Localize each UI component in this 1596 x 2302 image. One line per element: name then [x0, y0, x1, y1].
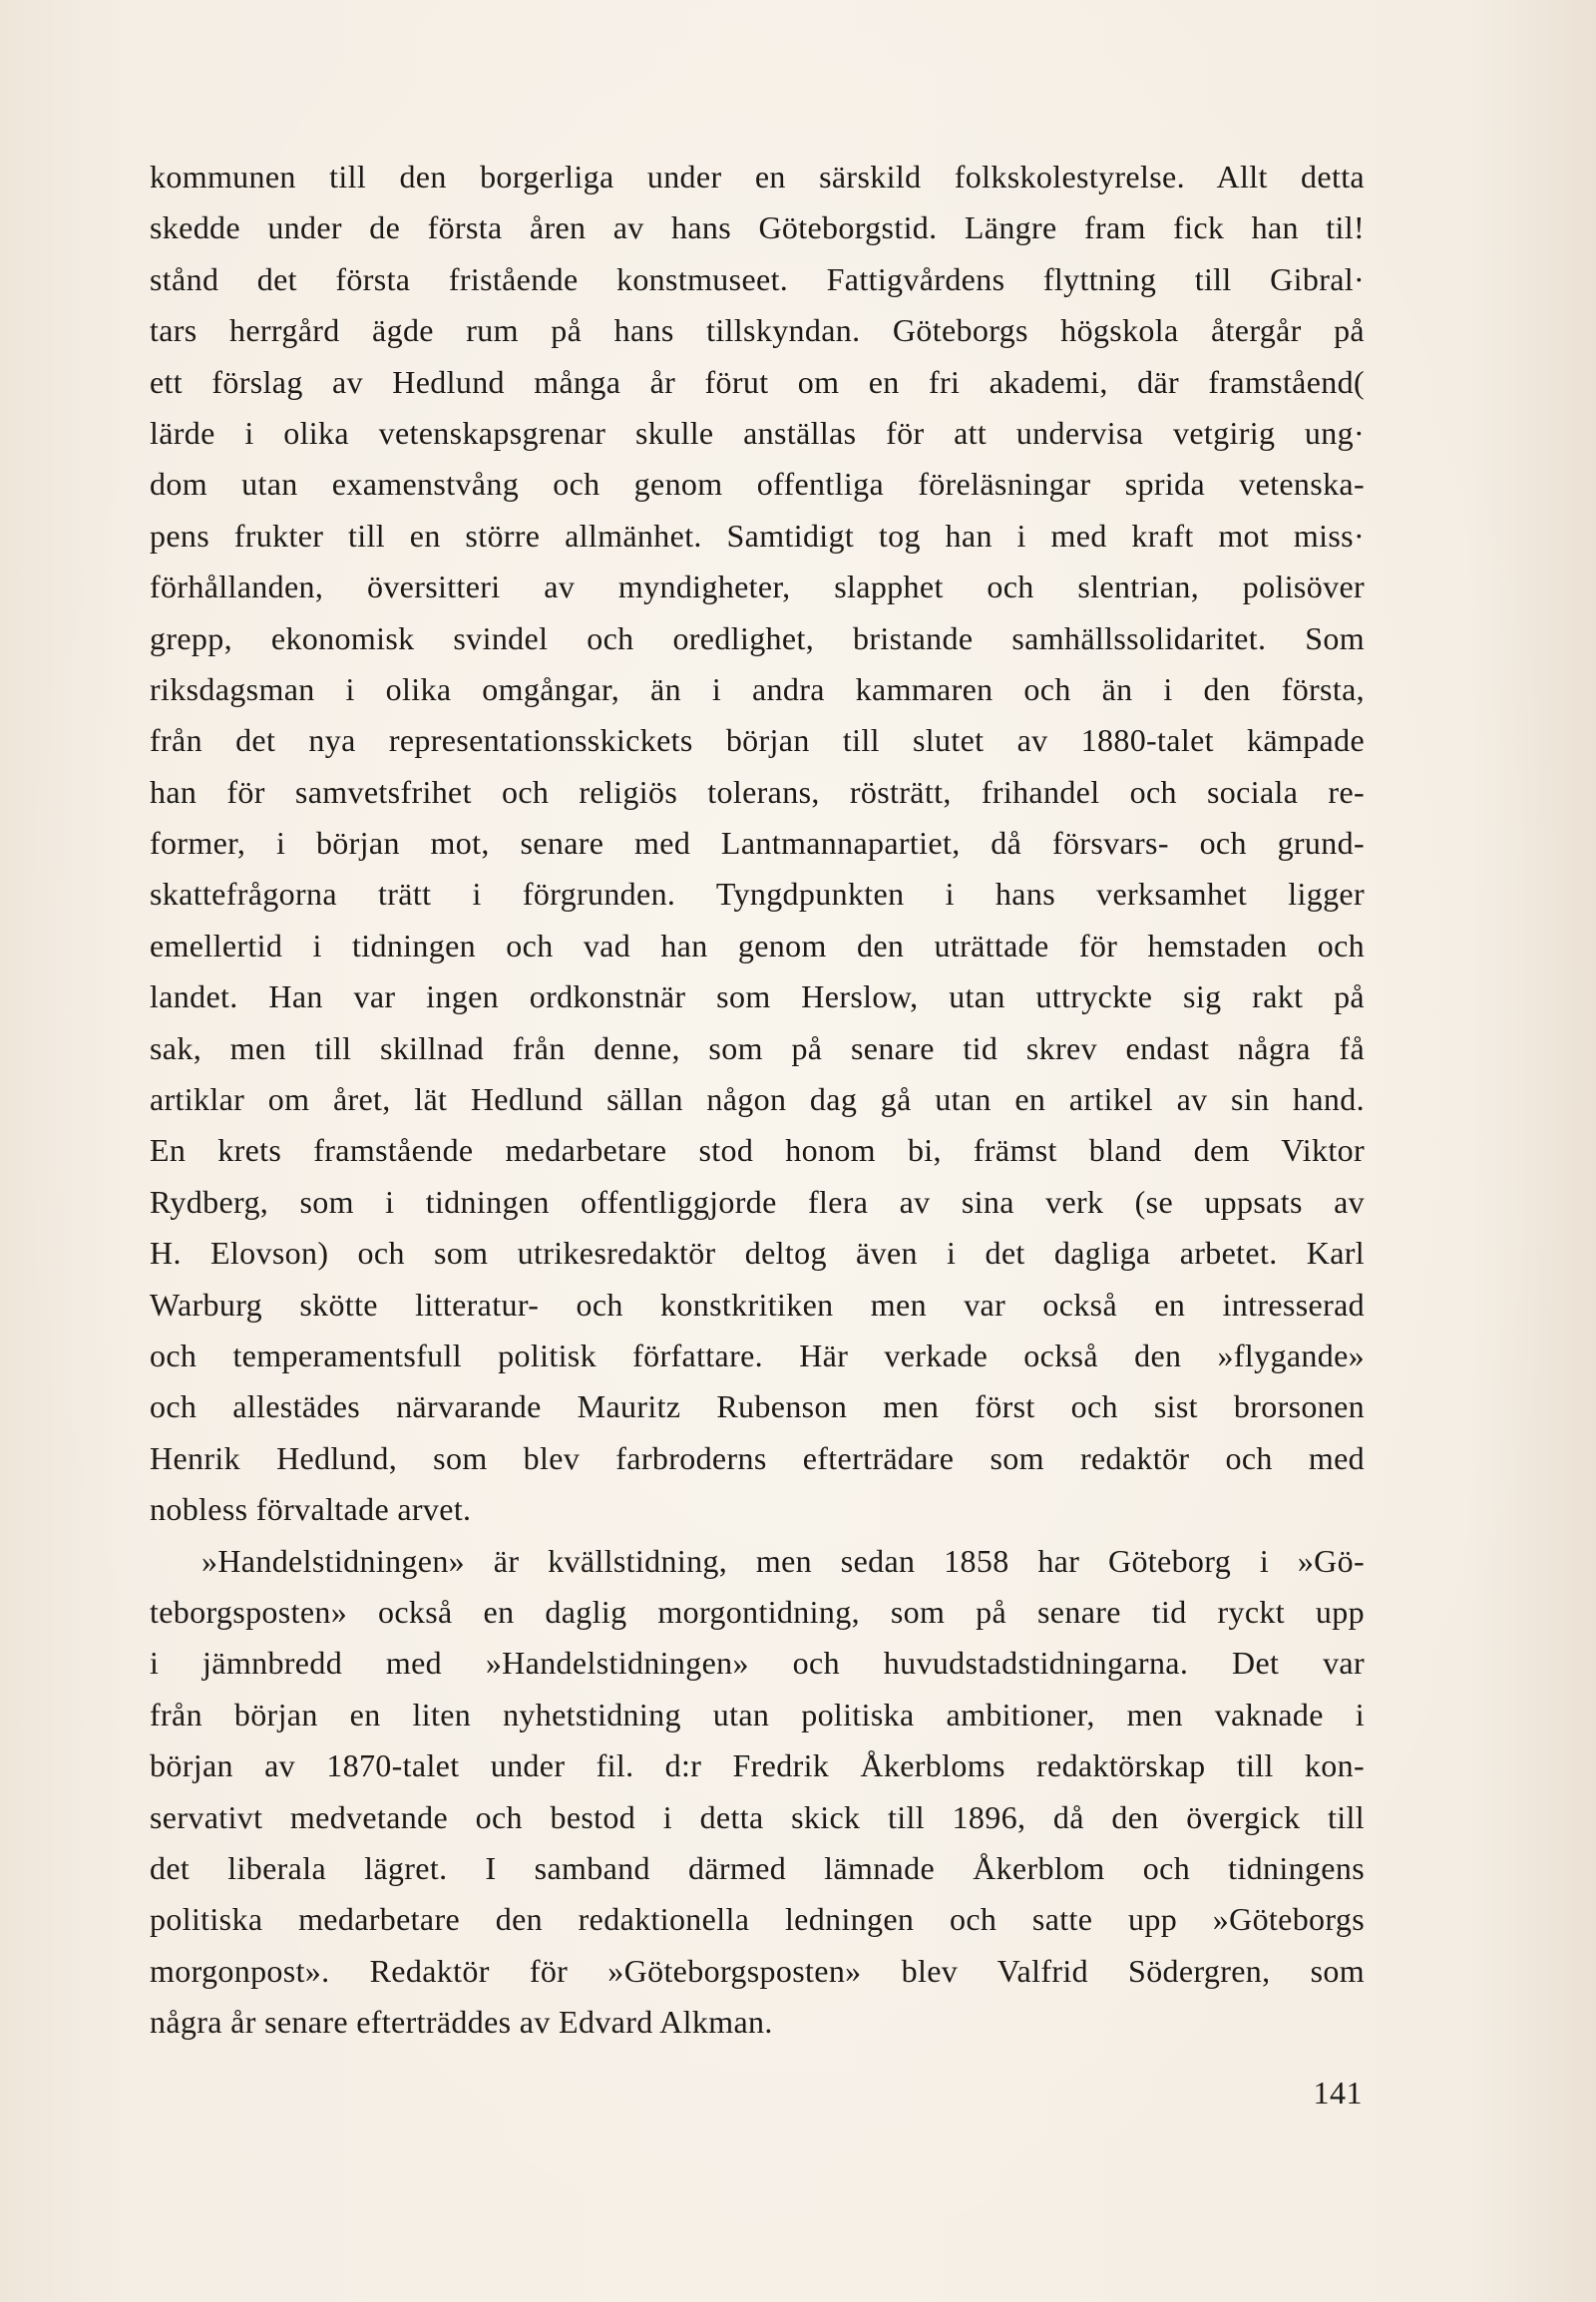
paragraph: [150, 152, 1365, 1536]
text-line: »Handelstidningen» är kvällstidning, men sedan 1858 har Göteborg i »Gö-: [201, 1542, 1365, 1579]
text-line: stånd det första fristående konstmuseet. Fattigvårdens flyttning till Gibral·: [150, 260, 1365, 297]
text-line: lärde i olika vetenskapsgrenar skulle anställas för att undervisa vetgirig ung·: [150, 414, 1365, 451]
text-line: Rydberg, som i tidningen offentliggjorde flera av sina verk (se uppsats av: [150, 1183, 1365, 1220]
text-line: han för samvetsfrihet och religiös tolerans, rösträtt, frihandel och sociala re-: [150, 773, 1365, 810]
text-line: ett förslag av Hedlund många år förut om en fri akademi, där framståend(: [150, 363, 1365, 400]
text-line: artiklar om året, lät Hedlund sällan någon dag gå utan en artikel av sin hand.: [150, 1081, 1365, 1118]
text-line: skattefrågorna trätt i förgrunden. Tyngdpunkten i hans verksamhet ligger: [150, 876, 1365, 913]
text-line: riksdagsman i olika omgångar, än i andra kammaren och än i den första,: [150, 670, 1365, 707]
text-line: En krets framstående medarbetare stod honom bi, främst bland dem Viktor: [150, 1132, 1365, 1169]
text-line: grepp, ekonomisk svindel och oredlighet, bristande samhällssolidaritet. Som: [150, 619, 1365, 656]
text-line: politiska medarbetare den redaktionella ledningen och satte upp »Göteborgs: [150, 1901, 1365, 1938]
body-text: [150, 152, 1365, 2048]
text-line: teborgsposten» också en daglig morgontidning, som på senare tid ryckt upp: [150, 1593, 1365, 1630]
text-line: och temperamentsfull politisk författare. Här verkade också den »flygande»: [150, 1337, 1365, 1373]
text-line: Warburg skötte litteratur- och konstkritiken men var också en intresserad: [150, 1286, 1365, 1323]
text-line: nobless förvaltade arvet.: [150, 1491, 472, 1528]
text-line: några år senare efterträddes av Edvard Alkman.: [150, 2004, 773, 2041]
text-line: H. Elovson) och som utrikesredaktör deltog även i det dagliga arbetet. Karl: [150, 1235, 1365, 1272]
text-line: emellertid i tidningen och vad han genom den uträttade för hemstaden och: [150, 927, 1365, 963]
text-line: sak, men till skillnad från denne, som på senare tid skrev endast några få: [150, 1029, 1365, 1066]
text-line: förhållanden, översitteri av myndigheter, slapphet och slentrian, polisöver: [150, 569, 1365, 605]
text-line: morgonpost». Redaktör för »Göteborgsposten» blev Valfrid Södergren, som: [150, 1952, 1365, 1989]
text-line: från det nya representationsskickets början till slutet av 1880-talet kämpade: [150, 722, 1365, 759]
text-line: kommunen till den borgerliga under en särskild folkskolestyrelse. Allt detta: [150, 159, 1365, 194]
text-line: pens frukter till en större allmänhet. Samtidigt tog han i med kraft mot miss·: [150, 517, 1365, 554]
page-number: 141: [1313, 2075, 1363, 2110]
text-line: från början en liten nyhetstidning utan politiska ambitioner, men vaknade i: [150, 1696, 1365, 1732]
text-line: former, i början mot, senare med Lantmannapartiet, då försvars- och grund-: [150, 825, 1365, 862]
text-line: landet. Han var ingen ordkonstnär som Herslow, utan uttryckte sig rakt på: [150, 978, 1365, 1015]
text-line: dom utan examenstvång och genom offentliga föreläsningar sprida vetenska-: [150, 466, 1365, 503]
text-line: servativt medvetande och bestod i detta skick till 1896, då den övergick till: [150, 1798, 1365, 1835]
text-line: det liberala lägret. I samband därmed lämnade Åkerblom och tidningens: [150, 1849, 1365, 1886]
text-line: tars herrgård ägde rum på hans tillskyndan. Göteborgs högskola återgår på: [150, 312, 1365, 349]
text-line: och allestädes närvarande Mauritz Rubenson men först och sist brorsonen: [150, 1388, 1365, 1425]
text-line: i jämnbredd med »Handelstidningen» och huvudstadstidningarna. Det var: [150, 1645, 1365, 1682]
text-line: Henrik Hedlund, som blev farbroderns efterträdare som redaktör och med: [150, 1439, 1365, 1476]
paragraph: [150, 1536, 1365, 2049]
text-line: skedde under de första åren av hans Göteborgstid. Längre fram fick han til!: [150, 209, 1365, 246]
text-line: början av 1870-talet under fil. d:r Fredrik Åkerbloms redaktörskap till kon-: [150, 1747, 1365, 1784]
